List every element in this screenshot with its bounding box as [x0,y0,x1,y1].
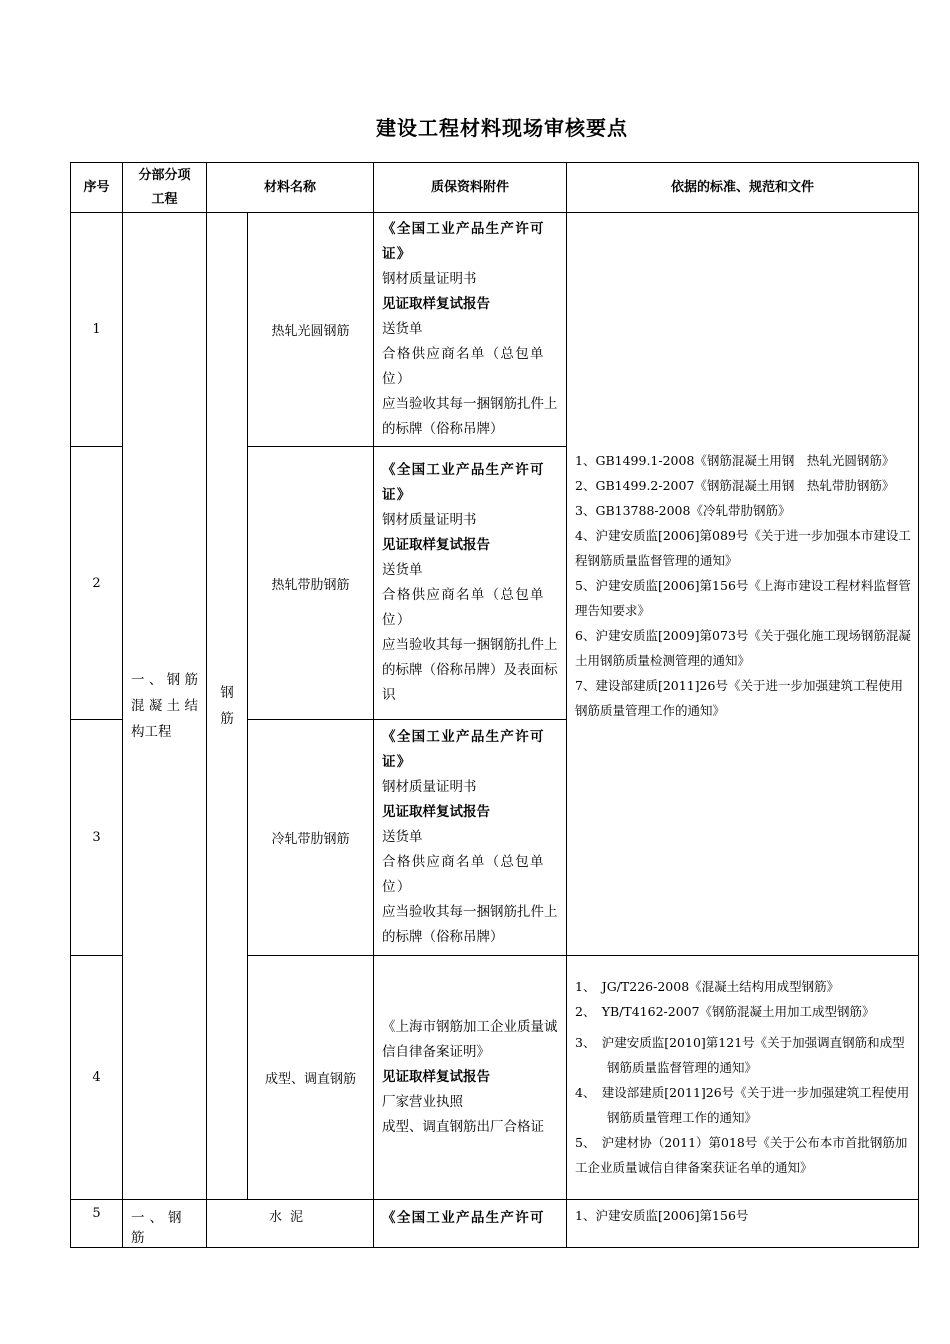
doc-item: 厂家营业执照 [382,1094,464,1110]
standard-item: 5、沪建安质监[2006]第156号《上海市建设工程材料监督管理告知要求》 [575,577,911,618]
doc-item: 钢材质量证明书 [382,271,477,287]
row-seq: 4 [71,956,123,1200]
standard-item: 2、GB1499.2-2007《钢筋混凝土用钢 热轧带肋钢筋》 [575,477,895,493]
doc-item: 《全国工业产品生产许可证》 [382,221,545,262]
division-cell [123,213,207,1200]
row-seq: 3 [71,720,123,956]
division-text: 一、钢筋混凝土结构工程 [131,672,198,740]
doc-item: 钢材质量证明书 [382,512,477,528]
doc-item: 钢材质量证明书 [382,779,477,795]
doc-item: 见证取样复试报告 [382,804,491,820]
table-row [71,213,919,447]
material-name: 热轧带肋钢筋 [248,447,374,720]
material-name: 水泥 [207,1200,374,1248]
doc-item: 送货单 [382,829,423,845]
header-docs: 质保资料附件 [374,163,567,213]
docs-cell [374,720,567,956]
docs-cell [374,213,567,447]
page-title: 建设工程材料现场审核要点 [376,116,628,140]
table-row [71,1200,919,1248]
materials-table [70,162,919,1248]
standards-cell [567,213,919,956]
header-division: 分部分项工程 [123,163,207,213]
doc-item: 合格供应商名单（总包单位） [382,346,545,387]
group-text: 钢筋 [220,685,234,727]
doc-item: 应当验收其每一捆钢筋扎件上的标牌（俗称吊牌）及表面标识 [382,637,558,703]
standard-item: 6、沪建安质监[2009]第073号《关于强化施工现场钢筋混凝土用钢筋质量检测管理的通知》 [575,627,911,668]
standard-item: 7、建设部建质[2011]26号《关于进一步加强建筑工程使用钢筋质量管理工作的通知》 [575,677,903,718]
doc-item: 见证取样复试报告 [382,537,491,553]
standard-item: 3、 沪建安质监[2010]第121号《关于加强调直钢筋和成型钢筋质量监督管理的通知》 [575,1034,905,1075]
header-seq: 序号 [71,163,123,213]
group-cell [207,213,248,1200]
doc-item: 《全国工业产品生产许可证》 [382,462,545,503]
doc-item: 《全国工业产品生产许可证》 [382,729,545,770]
docs-cell [374,447,567,720]
header-material: 材料名称 [207,163,374,213]
doc-item: 见证取样复试报告 [382,296,491,312]
row-seq: 1 [71,213,123,447]
material-name: 成型、调直钢筋 [248,956,374,1200]
row-seq: 2 [71,447,123,720]
division-cell: 一、钢筋 [123,1200,207,1248]
doc-item: 应当验收其每一捆钢筋扎件上的标牌（俗称吊牌） [382,396,558,437]
doc-item: 送货单 [382,321,423,337]
material-name: 冷轧带肋钢筋 [248,720,374,956]
doc-item: 合格供应商名单（总包单位） [382,587,545,628]
doc-item: 《上海市钢筋加工企业质量诚信自律备案证明》 [382,1019,558,1060]
standards-cell [567,956,919,1200]
doc-item: 《全国工业产品生产许可 [374,1200,567,1248]
standard-item: 3、GB13788-2008《冷轧带肋钢筋》 [575,502,791,518]
standard-item: 5、 沪建材协（2011）第018号《关于公布本市首批钢筋加工企业质量诚信自律备案获证名单的通知》 [575,1134,908,1175]
material-name: 热轧光圆钢筋 [248,213,374,447]
doc-item: 成型、调直钢筋出厂合格证 [382,1119,545,1135]
standard-item: 2、 YB/T4162-2007《钢筋混凝土用加工成型钢筋》 [575,1003,875,1019]
doc-item: 合格供应商名单（总包单位） [382,854,545,895]
standard-item: 4、沪建安质监[2006]第089号《关于进一步加强本市建设工程钢筋质量监督管理的通知》 [575,527,911,568]
doc-item: 见证取样复试报告 [382,1069,491,1085]
standard-item: 1、沪建安质监[2006]第156号 [567,1200,919,1248]
docs-cell [374,956,567,1200]
table-header-row [71,163,919,213]
header-standards: 依据的标准、规范和文件 [567,163,919,213]
standard-item: 1、GB1499.1-2008《钢筋混凝土用钢 热轧光圆钢筋》 [575,452,895,468]
standard-item: 4、 建设部建质[2011]26号《关于进一步加强建筑工程使用钢筋质量管理工作的通知》 [575,1084,910,1125]
doc-item: 送货单 [382,562,423,578]
standard-item: 1、 JG/T226-2008《混凝土结构用成型钢筋》 [575,978,840,994]
row-seq: 5 [71,1200,123,1248]
doc-item: 应当验收其每一捆钢筋扎件上的标牌（俗称吊牌） [382,904,558,945]
